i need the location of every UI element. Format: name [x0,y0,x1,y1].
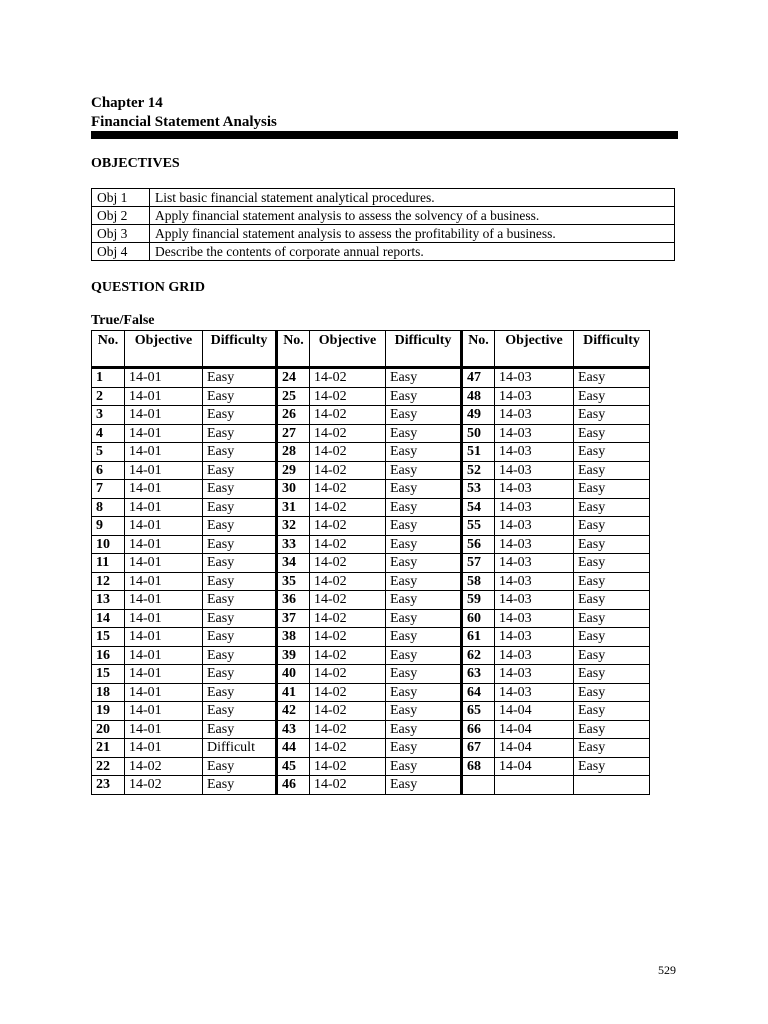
question-number: 32 [277,517,310,536]
question-number: 9 [92,517,125,536]
table-row [92,554,650,573]
difficulty-cell: Easy [574,424,650,443]
difficulty-cell: Easy [203,628,277,647]
question-number: 42 [277,702,310,721]
table-row [92,406,650,425]
objective-cell: 14-01 [125,683,203,702]
table-row [92,572,650,591]
table-row [92,739,650,758]
question-number: 53 [462,480,495,499]
question-number: 56 [462,535,495,554]
objective-cell: 14-02 [125,776,203,795]
question-number: 59 [462,591,495,610]
objective-cell [495,776,574,795]
question-number: 36 [277,591,310,610]
objective-cell: 14-03 [495,535,574,554]
difficulty-cell: Easy [386,480,462,499]
page-number: 529 [658,963,676,977]
objective-cell: 14-03 [495,406,574,425]
objective-cell: 14-01 [125,628,203,647]
objective-cell: 14-03 [495,646,574,665]
title-rule [91,131,678,139]
difficulty-cell: Easy [574,683,650,702]
objective-cell: 14-01 [125,387,203,406]
question-grid-heading: QUESTION GRID [91,280,205,295]
column-header: Difficulty [203,331,277,368]
question-number: 57 [462,554,495,573]
objective-cell: 14-02 [310,406,386,425]
difficulty-cell: Easy [203,480,277,499]
difficulty-cell: Easy [386,406,462,425]
table-row [92,443,650,462]
objective-cell: 14-04 [495,702,574,721]
question-number: 5 [92,443,125,462]
question-number: 23 [92,776,125,795]
difficulty-cell: Easy [203,443,277,462]
difficulty-cell: Easy [203,720,277,739]
objective-cell: 14-03 [495,387,574,406]
objective-cell: 14-03 [495,424,574,443]
difficulty-cell: Easy [386,424,462,443]
difficulty-cell: Easy [203,535,277,554]
difficulty-cell: Easy [574,406,650,425]
table-row [92,461,650,480]
difficulty-cell: Easy [574,535,650,554]
objective-cell: 14-03 [495,572,574,591]
difficulty-cell: Easy [574,498,650,517]
difficulty-cell: Easy [386,498,462,517]
objective-cell: 14-02 [310,535,386,554]
objective-cell: 14-01 [125,443,203,462]
table-row [92,368,650,388]
difficulty-cell: Easy [203,776,277,795]
question-number: 41 [277,683,310,702]
objective-cell: 14-01 [125,665,203,684]
table-row [92,683,650,702]
question-number: 67 [462,739,495,758]
table-row [92,628,650,647]
objective-row [92,225,675,243]
chapter-number: Chapter 14 [91,95,163,111]
objective-cell: 14-01 [125,498,203,517]
question-number: 12 [92,572,125,591]
objective-cell: 14-02 [310,720,386,739]
difficulty-cell: Easy [203,591,277,610]
column-header: Difficulty [386,331,462,368]
question-number: 55 [462,517,495,536]
table-row [92,646,650,665]
objective-cell: 14-02 [310,609,386,628]
objective-cell: 14-03 [495,665,574,684]
question-number: 24 [277,368,310,388]
objective-cell: 14-04 [495,739,574,758]
objective-cell: 14-03 [495,498,574,517]
objective-cell: 14-01 [125,406,203,425]
objective-cell: 14-02 [310,757,386,776]
question-number: 39 [277,646,310,665]
difficulty-cell: Easy [203,517,277,536]
objective-cell: 14-02 [310,368,386,388]
difficulty-cell: Easy [574,461,650,480]
objective-cell: 14-01 [125,368,203,388]
question-number: 61 [462,628,495,647]
objective-cell: 14-03 [495,554,574,573]
objective-cell: 14-02 [310,517,386,536]
difficulty-cell: Easy [386,572,462,591]
objective-cell: 14-02 [310,572,386,591]
table-row [92,776,650,795]
objective-cell: 14-03 [495,517,574,536]
question-number: 2 [92,387,125,406]
difficulty-cell: Easy [386,461,462,480]
question-number: 68 [462,757,495,776]
objective-cell: 14-02 [310,683,386,702]
difficulty-cell: Difficult [203,739,277,758]
objective-text: Apply financial statement analysis to assess the solvency of a business. [150,207,675,225]
question-number: 13 [92,591,125,610]
difficulty-cell: Easy [386,757,462,776]
question-number: 18 [92,683,125,702]
question-number: 26 [277,406,310,425]
difficulty-cell: Easy [574,646,650,665]
question-number: 37 [277,609,310,628]
objective-cell: 14-02 [310,387,386,406]
difficulty-cell: Easy [574,387,650,406]
question-number: 43 [277,720,310,739]
difficulty-cell: Easy [386,591,462,610]
difficulty-cell: Easy [386,609,462,628]
column-header: No. [92,331,125,368]
question-number: 16 [92,646,125,665]
objective-cell: 14-02 [310,443,386,462]
difficulty-cell: Easy [203,424,277,443]
difficulty-cell: Easy [386,720,462,739]
objective-cell: 14-01 [125,480,203,499]
difficulty-cell: Easy [574,739,650,758]
question-number: 44 [277,739,310,758]
objective-cell: 14-03 [495,368,574,388]
objective-code: Obj 4 [92,243,150,261]
difficulty-cell: Easy [574,609,650,628]
difficulty-cell: Easy [203,646,277,665]
table-row [92,424,650,443]
objective-cell: 14-01 [125,609,203,628]
question-number: 25 [277,387,310,406]
question-number: 15 [92,665,125,684]
objective-cell: 14-01 [125,535,203,554]
difficulty-cell: Easy [203,406,277,425]
objective-cell: 14-02 [310,554,386,573]
objective-text: Apply financial statement analysis to assess the profitability of a business. [150,225,675,243]
question-number: 46 [277,776,310,795]
objective-cell: 14-03 [495,609,574,628]
table-row [92,591,650,610]
question-number: 52 [462,461,495,480]
difficulty-cell: Easy [203,498,277,517]
question-number: 58 [462,572,495,591]
difficulty-cell: Easy [574,757,650,776]
objective-cell: 14-02 [310,591,386,610]
difficulty-cell: Easy [386,443,462,462]
table-row [92,498,650,517]
objective-row [92,189,675,207]
difficulty-cell: Easy [203,683,277,702]
column-header: No. [277,331,310,368]
objective-cell: 14-02 [310,498,386,517]
question-number: 50 [462,424,495,443]
objective-cell: 14-03 [495,443,574,462]
objective-cell: 14-01 [125,702,203,721]
objective-text: Describe the contents of corporate annual reports. [150,243,675,261]
difficulty-cell: Easy [574,443,650,462]
question-number: 21 [92,739,125,758]
difficulty-cell: Easy [386,646,462,665]
question-number: 47 [462,368,495,388]
question-number: 66 [462,720,495,739]
objectives-heading: OBJECTIVES [91,156,180,171]
question-number: 6 [92,461,125,480]
question-number: 54 [462,498,495,517]
objective-cell: 14-03 [495,628,574,647]
difficulty-cell: Easy [386,368,462,388]
objective-code: Obj 1 [92,189,150,207]
table-row [92,480,650,499]
objective-cell: 14-02 [310,646,386,665]
column-header: Objective [495,331,574,368]
table-row [92,665,650,684]
difficulty-cell: Easy [574,720,650,739]
difficulty-cell: Easy [574,628,650,647]
difficulty-cell: Easy [386,683,462,702]
question-number: 35 [277,572,310,591]
question-number: 51 [462,443,495,462]
difficulty-cell: Easy [574,480,650,499]
question-number: 7 [92,480,125,499]
question-number: 8 [92,498,125,517]
difficulty-cell: Easy [574,368,650,388]
table-row [92,757,650,776]
question-number: 3 [92,406,125,425]
difficulty-cell: Easy [386,535,462,554]
objectives-table [91,188,675,261]
true-false-table [91,330,650,795]
table-row [92,609,650,628]
difficulty-cell: Easy [386,628,462,647]
question-number: 65 [462,702,495,721]
objective-cell: 14-01 [125,739,203,758]
objective-cell: 14-02 [310,702,386,721]
objective-cell: 14-01 [125,517,203,536]
objective-cell: 14-02 [310,480,386,499]
difficulty-cell: Easy [574,517,650,536]
question-number: 64 [462,683,495,702]
objective-code: Obj 2 [92,207,150,225]
difficulty-cell: Easy [386,387,462,406]
question-number: 28 [277,443,310,462]
question-number: 4 [92,424,125,443]
table-row [92,702,650,721]
objective-cell: 14-02 [310,776,386,795]
objective-cell: 14-02 [310,739,386,758]
question-number: 27 [277,424,310,443]
column-header: Objective [125,331,203,368]
difficulty-cell: Easy [574,665,650,684]
table-row [92,535,650,554]
question-number: 60 [462,609,495,628]
objective-row [92,207,675,225]
objective-cell: 14-03 [495,683,574,702]
difficulty-cell: Easy [203,757,277,776]
objective-cell: 14-01 [125,572,203,591]
difficulty-cell: Easy [386,665,462,684]
column-header: No. [462,331,495,368]
objective-cell: 14-04 [495,757,574,776]
difficulty-cell: Easy [574,572,650,591]
difficulty-cell: Easy [203,702,277,721]
chapter-title: Financial Statement Analysis [91,114,277,130]
objective-cell: 14-02 [125,757,203,776]
objective-code: Obj 3 [92,225,150,243]
question-number: 45 [277,757,310,776]
difficulty-cell: Easy [386,554,462,573]
question-number: 62 [462,646,495,665]
question-number: 1 [92,368,125,388]
difficulty-cell: Easy [574,554,650,573]
objective-cell: 14-01 [125,646,203,665]
question-number: 10 [92,535,125,554]
difficulty-cell: Easy [203,572,277,591]
objective-cell: 14-02 [310,665,386,684]
column-header: Objective [310,331,386,368]
table-row [92,517,650,536]
difficulty-cell: Easy [203,387,277,406]
column-header: Difficulty [574,331,650,368]
question-number: 15 [92,628,125,647]
difficulty-cell: Easy [203,665,277,684]
objective-cell: 14-02 [310,628,386,647]
difficulty-cell: Easy [574,702,650,721]
question-number: 31 [277,498,310,517]
table-row [92,387,650,406]
difficulty-cell: Easy [203,609,277,628]
difficulty-cell: Easy [203,554,277,573]
objective-cell: 14-03 [495,591,574,610]
difficulty-cell [574,776,650,795]
question-number [462,776,495,795]
table-row [92,720,650,739]
question-number: 19 [92,702,125,721]
difficulty-cell: Easy [203,461,277,480]
objective-cell: 14-01 [125,461,203,480]
objective-cell: 14-01 [125,554,203,573]
question-number: 49 [462,406,495,425]
objective-cell: 14-02 [310,424,386,443]
question-number: 34 [277,554,310,573]
difficulty-cell: Easy [574,591,650,610]
difficulty-cell: Easy [386,776,462,795]
objective-cell: 14-01 [125,424,203,443]
objective-cell: 14-01 [125,591,203,610]
question-number: 63 [462,665,495,684]
question-number: 33 [277,535,310,554]
objective-text: List basic financial statement analytical procedures. [150,189,675,207]
true-false-heading: True/False [91,313,155,328]
objective-cell: 14-02 [310,461,386,480]
objective-cell: 14-03 [495,461,574,480]
question-number: 29 [277,461,310,480]
chapter-header [91,94,277,132]
question-number: 40 [277,665,310,684]
objective-cell: 14-01 [125,720,203,739]
difficulty-cell: Easy [386,702,462,721]
question-number: 11 [92,554,125,573]
objective-row [92,243,675,261]
question-number: 14 [92,609,125,628]
difficulty-cell: Easy [386,517,462,536]
question-number: 30 [277,480,310,499]
question-number: 22 [92,757,125,776]
objective-cell: 14-03 [495,480,574,499]
difficulty-cell: Easy [203,368,277,388]
question-number: 20 [92,720,125,739]
question-number: 48 [462,387,495,406]
objective-cell: 14-04 [495,720,574,739]
question-number: 38 [277,628,310,647]
difficulty-cell: Easy [386,739,462,758]
